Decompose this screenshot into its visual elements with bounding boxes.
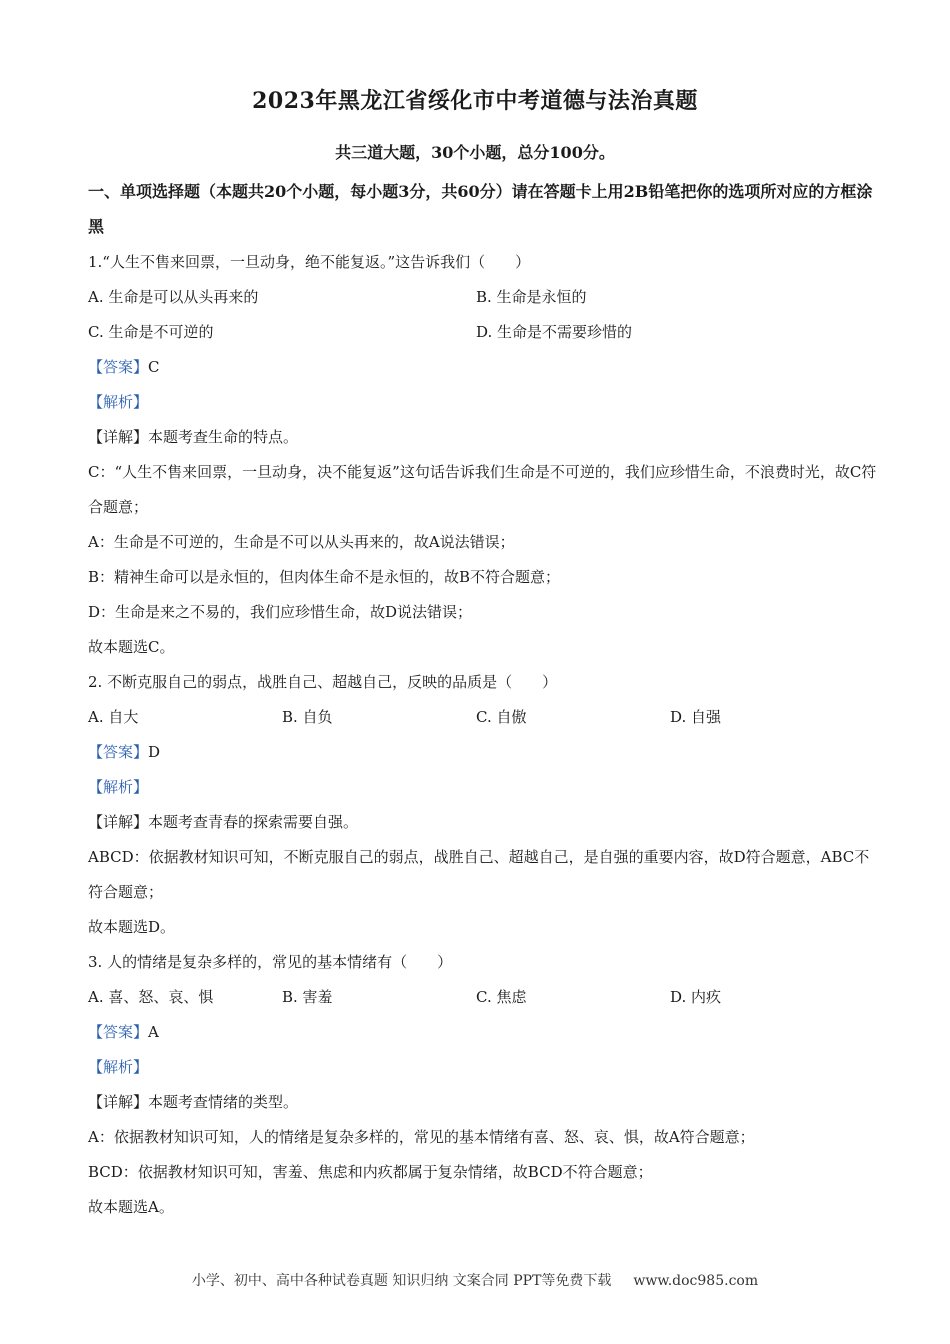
answer-value: D: [148, 743, 161, 761]
option-row: [88, 700, 878, 735]
detail-label: 【详解】: [88, 813, 149, 831]
answer-value: A: [148, 1023, 159, 1041]
option-b: B. 自负: [282, 708, 333, 726]
explanation-line: D：生命是来之不易的，我们应珍惜生命，故D说法错误；: [88, 603, 473, 621]
conclusion-line: 故本题选C。: [88, 638, 175, 656]
explanation-line: C：“人生不售来回票，一旦动身，决不能复返”这句话告诉我们生命是不可逆的，我们应珍惜生命，不浪费时光，故C符合题意；: [88, 463, 877, 516]
option-d: D. 生命是不需要珍惜的: [476, 323, 633, 341]
option-d: D. 内疚: [670, 988, 722, 1006]
detail-text: 本题考查青春的探索需要自强。: [148, 813, 359, 831]
section-heading: 一、单项选择题（本题共20个小题，每小题3分，共60分）请在答题卡上用2B铅笔把你的选项所对应的方框涂黑: [88, 182, 873, 236]
detail-line: [88, 420, 878, 455]
answer-line: [88, 350, 878, 385]
conclusion-line: 故本题选D。: [88, 918, 176, 936]
answer-line: [88, 1015, 878, 1050]
questions-content: [88, 245, 878, 1225]
question-stem: 2. 不断克服自己的弱点，战胜自己、超越自己，反映的品质是（ ）: [88, 673, 558, 691]
detail-label: 【详解】: [88, 428, 149, 446]
detail-label: 【详解】: [88, 1093, 149, 1111]
option-c: C. 生命是不可逆的: [88, 323, 214, 341]
analysis-label: 【解析】: [88, 1058, 149, 1076]
detail-text: 本题考查情绪的类型。: [148, 1093, 299, 1111]
answer-line: [88, 735, 878, 770]
explanation-line: ABCD：依据教材知识可知，不断克服自己的弱点，战胜自己、超越自己，是自强的重要内容，故D符合题意，ABC不符合题意；: [88, 848, 870, 901]
analysis-label: 【解析】: [88, 393, 149, 411]
option-row: [88, 980, 878, 1015]
option-a: A. 生命是可以从头再来的: [88, 288, 259, 306]
footer-link[interactable]: www.doc985.com: [633, 1273, 759, 1289]
page-subtitle: 共三道大题，30个小题，总分100分。: [335, 143, 615, 162]
answer-label: 【答案】: [88, 358, 149, 376]
footer-text: 小学、初中、高中各种试卷真题 知识归纳 文案合同 PPT等免费下载: [191, 1273, 612, 1289]
analysis-label: 【解析】: [88, 778, 149, 796]
answer-label: 【答案】: [88, 1023, 149, 1041]
question-stem: 1.“人生不售来回票，一旦动身，绝不能复返。”这告诉我们（ ）: [88, 253, 531, 271]
option-c: C. 焦虑: [476, 988, 527, 1006]
analysis-line: [88, 1050, 878, 1085]
option-b: B. 生命是永恒的: [476, 288, 587, 306]
detail-line: [88, 1085, 878, 1120]
explanation-line: BCD：依据教材知识可知，害羞、焦虑和内疚都属于复杂情绪，故BCD不符合题意；: [88, 1163, 653, 1181]
page-title: 2023年黑龙江省绥化市中考道德与法治真题: [252, 88, 698, 114]
page-footer: [0, 1270, 950, 1290]
option-row: [88, 315, 878, 350]
explanation-line: B：精神生命可以是永恒的，但肉体生命不是永恒的，故B不符合题意；: [88, 568, 561, 586]
option-row: [88, 280, 878, 315]
analysis-line: [88, 770, 878, 805]
option-a: A. 自大: [88, 708, 139, 726]
answer-label: 【答案】: [88, 743, 149, 761]
option-d: D. 自强: [670, 708, 722, 726]
analysis-line: [88, 385, 878, 420]
option-b: B. 害羞: [282, 988, 333, 1006]
explanation-line: A：生命是不可逆的，生命是不可以从头再来的，故A说法错误；: [88, 533, 515, 551]
explanation-line: A：依据教材知识可知，人的情绪是复杂多样的，常见的基本情绪有喜、怒、哀、惧，故A符合题意；: [88, 1128, 755, 1146]
detail-text: 本题考查生命的特点。: [148, 428, 299, 446]
conclusion-line: 故本题选A。: [88, 1198, 174, 1216]
option-c: C. 自傲: [476, 708, 527, 726]
answer-value: C: [148, 358, 160, 376]
question-stem: 3. 人的情绪是复杂多样的，常见的基本情绪有（ ）: [88, 953, 453, 971]
option-a: A. 喜、怒、哀、惧: [88, 988, 214, 1006]
detail-line: [88, 805, 878, 840]
